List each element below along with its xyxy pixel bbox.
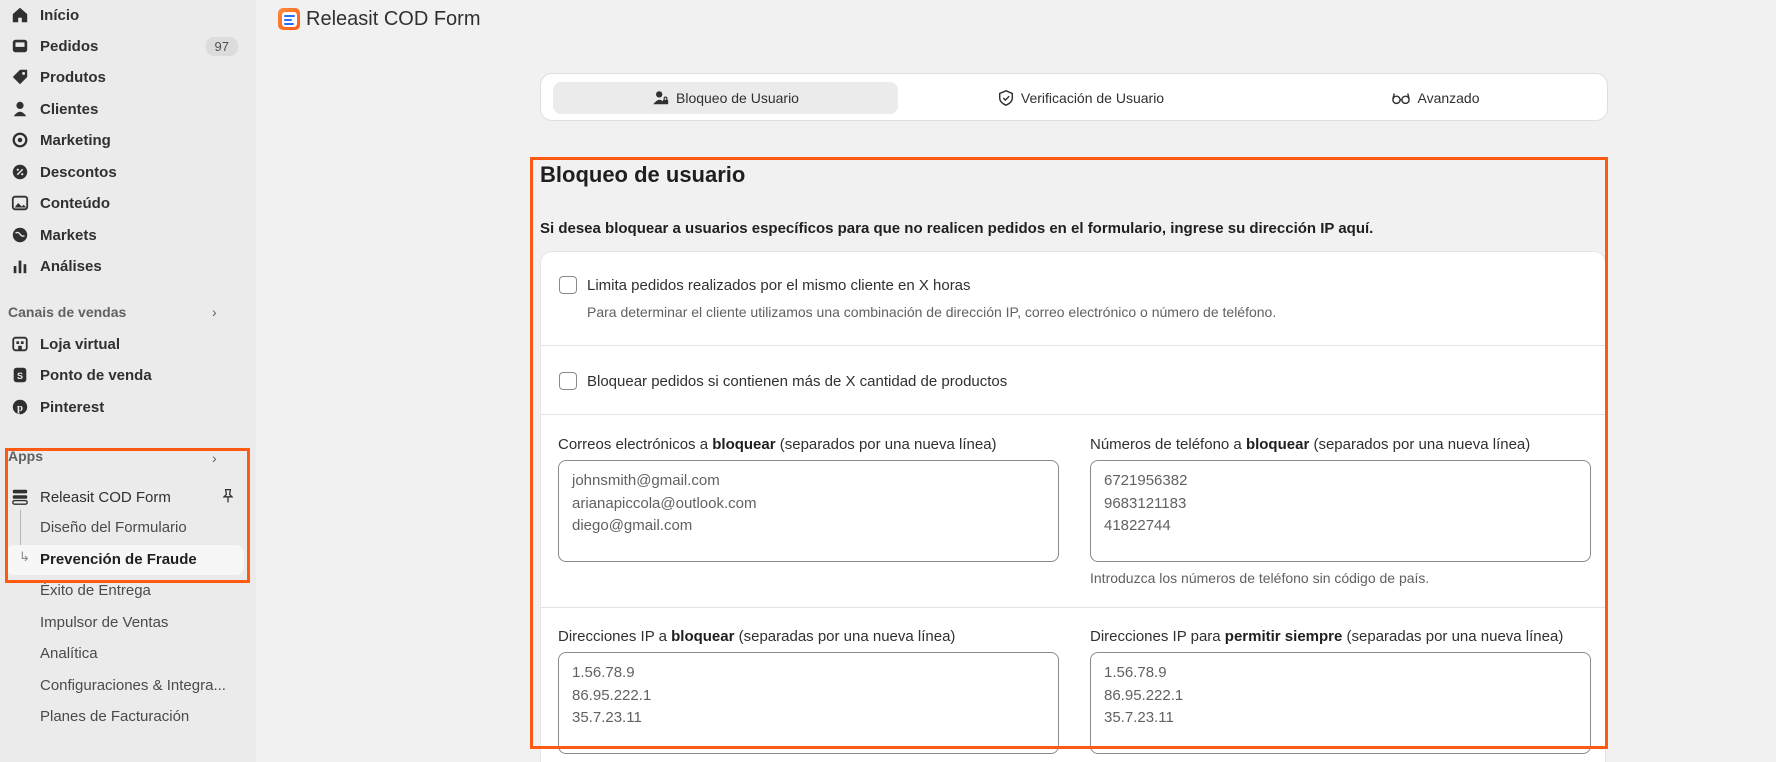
nav-item-analises[interactable]: Análises [0,251,256,281]
page-title: Releasit COD Form [306,8,481,30]
sub-item-diseno-del-formulario[interactable]: Diseño del Formulario [40,519,187,536]
inbox-icon [10,36,30,56]
user-block-icon [652,89,670,107]
nav-item-markets[interactable]: Markets [0,220,256,250]
phones-field-label: Números de teléfono a bloquear (separados por una nueva línea) [1090,436,1531,453]
image-icon [10,193,30,213]
ips-allow-field-label: Direcciones IP para permitir siempre (separadas por una nueva línea) [1090,628,1564,645]
section-title: Bloqueo de usuario [540,162,746,187]
shield-check-icon [997,89,1015,107]
pinterest-icon [10,397,30,417]
sub-item-prevencion-de-fraude[interactable]: Prevención de Fraude [40,551,197,568]
nav-item-releasit-cod-form[interactable]: Releasit COD Form [0,482,256,512]
tab-bloqueo-de-usuario[interactable]: Bloqueo de Usuario [553,82,898,114]
apps-highlight-box [5,448,250,583]
nav-item-inicio[interactable]: Início [0,0,256,30]
limit-orders-label: Limita pedidos realizados por el mismo cliente en X horas [587,277,971,294]
main-highlight-box [530,157,1608,749]
section-description: Si desea bloquear a usuarios específicos para que no realicen pedidos en el formulario, ingrese su dirección IP aquí. [540,220,1374,237]
sub-item-analitica[interactable]: Analítica [40,645,98,662]
nav-item-descontos[interactable]: Descontos [0,157,256,187]
sales-channels-title: Canais de vendas [8,304,127,320]
limit-orders-help: Para determinar el cliente utilizamos una combinación de dirección IP, correo electrónico o número de teléfono. [587,304,1277,320]
orders-count-badge: 97 [206,37,238,56]
tag-icon [10,67,30,87]
app-logo-icon [278,8,300,30]
glasses-icon [1391,89,1411,107]
emails-field-label: Correos electrónicos a bloquear (separados por una nueva línea) [558,436,997,453]
ips-block-field-label: Direcciones IP a bloquear (separadas por una nueva línea) [558,628,956,645]
pos-icon [10,365,30,385]
nav-item-loja-virtual[interactable]: Loja virtual [0,329,256,359]
sidebar [0,0,256,762]
ips-block-textarea[interactable]: 1.56.78.9 86.95.222.1 35.7.23.11 [558,652,1059,754]
store-icon [10,334,30,354]
nav-item-produtos[interactable]: Produtos [0,62,256,92]
chevron-right-icon[interactable]: › [212,304,217,320]
home-icon [10,5,30,25]
phones-textarea[interactable]: 6721956382 9683121183 41822744 [1090,460,1591,562]
sub-item-exito-de-entrega[interactable]: Éxito de Entrega [40,582,151,599]
discount-icon [10,162,30,182]
nav-item-pedidos[interactable]: Pedidos 97 [0,31,256,61]
nav-item-ponto-de-venda[interactable]: S Ponto de venda [0,360,256,390]
bar-chart-icon [10,256,30,276]
nav-item-conteudo[interactable]: Conteúdo [0,188,256,218]
target-icon [10,130,30,150]
svg-text:S: S [16,371,24,382]
chevron-right-icon[interactable]: › [212,450,217,466]
nav-item-marketing[interactable]: Marketing [0,125,256,155]
sub-item-impulsor-de-ventas[interactable]: Impulsor de Ventas [40,614,169,631]
sub-item-configuraciones[interactable]: Configuraciones & Integra... [40,677,226,694]
emails-textarea[interactable]: johnsmith@gmail.com arianapiccola@outlook.com diego@gmail.com [558,460,1059,562]
ips-allow-textarea[interactable]: 1.56.78.9 86.95.222.1 35.7.23.11 [1090,652,1591,754]
globe-icon [10,225,30,245]
apps-title: Apps [8,448,43,464]
settings-tabs [540,73,1608,121]
sub-item-planes-de-facturacion[interactable]: Planes de Facturación [40,708,190,725]
tree-arrow-icon: ↳ [19,549,30,564]
person-icon [10,99,30,119]
tab-avanzado[interactable]: Avanzado [1263,82,1608,114]
phones-help: Introduzca los números de teléfono sin código de país. [1090,570,1430,586]
tab-verificacion-de-usuario[interactable]: Verificación de Usuario [908,82,1253,114]
nav-item-clientes[interactable]: Clientes [0,94,256,124]
nav-item-pinterest[interactable]: p Pinterest [0,392,256,422]
svg-text:p: p [17,402,23,415]
block-products-label: Bloquear pedidos si contienen más de X cantidad de productos [587,373,1008,390]
